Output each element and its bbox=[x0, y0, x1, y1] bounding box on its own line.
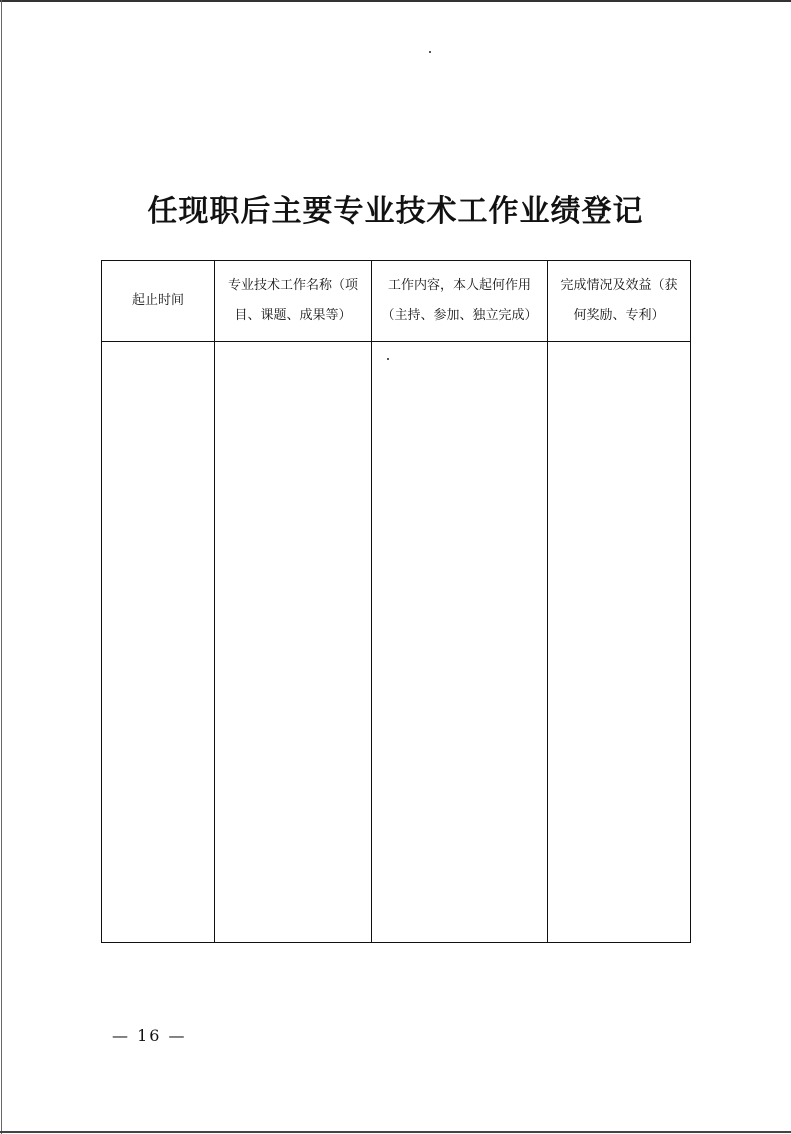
column-header-line: 起止时间 bbox=[131, 293, 184, 308]
column-header-results bbox=[548, 261, 691, 342]
table-cell-work-content bbox=[372, 342, 548, 943]
scan-edge-top bbox=[0, 0, 791, 2]
scan-edge-bottom bbox=[0, 1131, 791, 1133]
table-cell-results bbox=[548, 342, 691, 943]
column-header-work-name bbox=[215, 261, 372, 342]
table-header-row bbox=[102, 261, 691, 342]
page-number: — 16 — bbox=[112, 1026, 187, 1045]
column-header-line: 完成情况及效益（获 bbox=[560, 278, 678, 293]
table-cell-period bbox=[102, 342, 215, 943]
table-row bbox=[102, 342, 691, 943]
column-header-line: 目、课题、成果等） bbox=[234, 308, 352, 323]
column-header-period bbox=[102, 261, 215, 342]
column-header-work-content bbox=[372, 261, 548, 342]
column-header-line: 专业技术工作名称（项 bbox=[227, 278, 358, 293]
page-title: 任现职后主要专业技术工作业绩登记 bbox=[147, 194, 644, 229]
column-header-line: （主持、参加、独立完成） bbox=[381, 308, 538, 323]
column-header-line: 工作内容，本人起何作用 bbox=[387, 278, 531, 293]
scan-edge-left bbox=[1, 0, 2, 1134]
scan-speck bbox=[429, 51, 431, 53]
performance-record-table bbox=[101, 260, 691, 943]
column-header-line: 何奖励、专利） bbox=[573, 308, 665, 323]
table-cell-work-name bbox=[215, 342, 372, 943]
